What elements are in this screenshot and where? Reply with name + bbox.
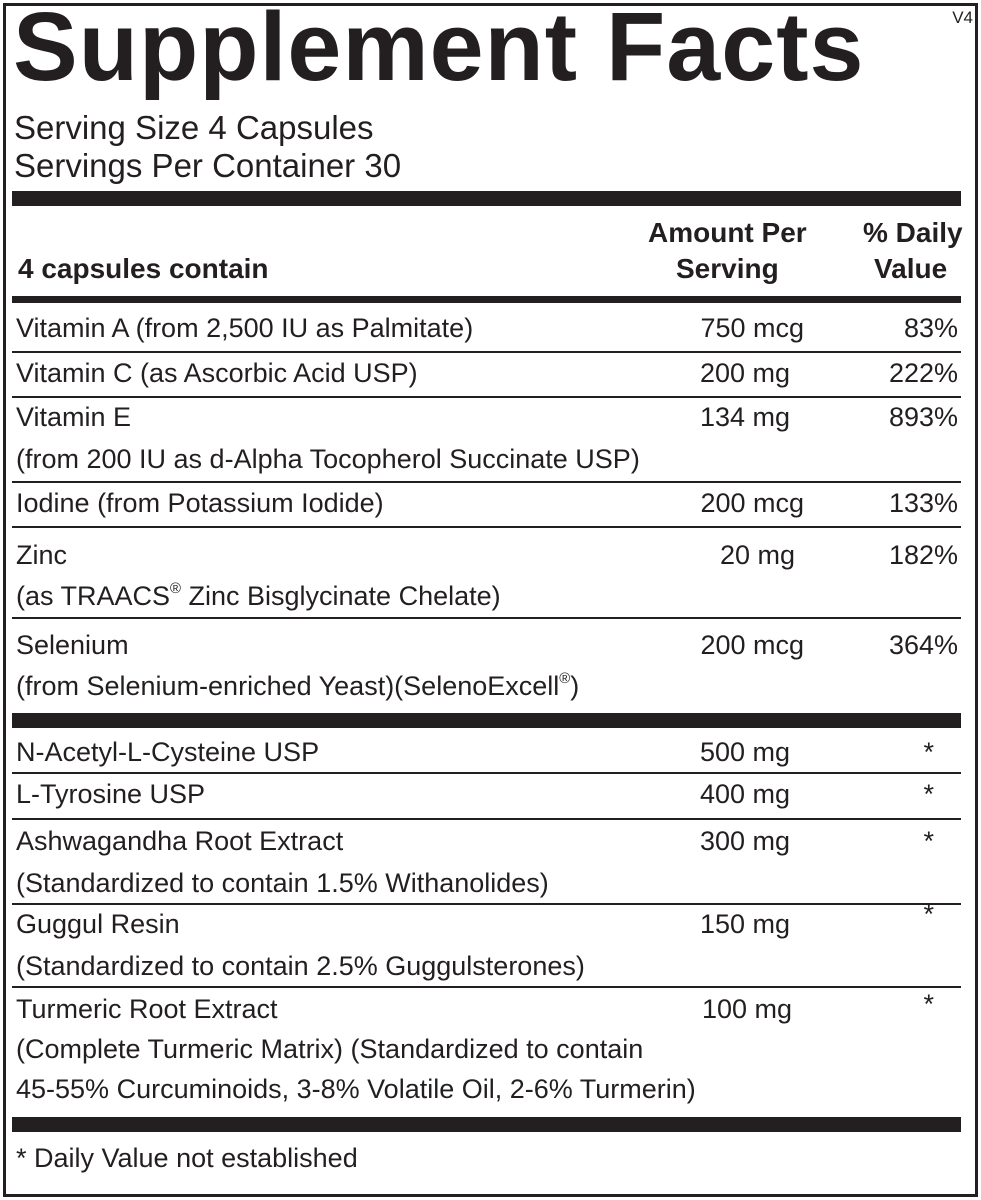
nutrient-amount: 750 mcg xyxy=(700,313,804,343)
header-dv-line2: Value xyxy=(874,253,948,284)
nutrient-daily-value: 364% xyxy=(888,630,958,660)
ingredient-amount: 300 mg xyxy=(699,826,790,856)
nutrient-amount: 20 mg xyxy=(719,540,795,570)
row-divider xyxy=(12,526,961,528)
nutrient-daily-value: 182% xyxy=(888,540,958,570)
ingredient-amount: 150 mg xyxy=(699,909,790,939)
registered-mark: ® xyxy=(559,671,571,688)
ingredient-daily-value: * xyxy=(923,989,934,1019)
nutrient-amount: 200 mcg xyxy=(700,630,804,660)
header-dv-line1: % Daily xyxy=(863,217,963,248)
ingredient-detail: (Standardized to contain 2.5% Guggulsterones) xyxy=(16,951,585,981)
header-amount-line1: Amount Per xyxy=(648,217,807,248)
ingredient-detail: (Standardized to contain 1.5% Withanolides) xyxy=(16,868,549,898)
nutrient-name: Vitamin E xyxy=(16,402,132,432)
ingredient-daily-value: * xyxy=(923,899,934,929)
nutrient-amount: 200 mg xyxy=(699,358,790,388)
nutrient-daily-value: 222% xyxy=(888,358,958,388)
nutrient-name: Iodine (from Potassium Iodide) xyxy=(16,488,384,518)
nutrient-name: Zinc xyxy=(16,540,68,570)
serving-size: Serving Size 4 Capsules xyxy=(14,109,374,146)
ingredient-amount: 100 mg xyxy=(701,994,792,1024)
nutrient-detail: (from Selenium-enriched Yeast)(SelenoExcell®) xyxy=(16,671,580,701)
servings-per-container: Servings Per Container 30 xyxy=(14,147,402,184)
thick-divider-middle xyxy=(12,713,961,728)
registered-mark: ® xyxy=(170,581,181,598)
ingredient-name: Ashwagandha Root Extract xyxy=(16,826,344,856)
ingredient-detail: 45-55% Curcuminoids, 3-8% Volatile Oil, 2-6% Turmerin) xyxy=(16,1074,696,1104)
thick-divider-top xyxy=(12,191,961,206)
nutrient-daily-value: 893% xyxy=(888,402,958,432)
ingredient-detail: (Complete Turmeric Matrix) (Standardized to contain xyxy=(16,1034,644,1064)
nutrient-amount: 134 mg xyxy=(699,402,790,432)
ingredient-daily-value: * xyxy=(923,779,934,809)
thick-divider-header xyxy=(12,296,961,303)
ingredient-name: Guggul Resin xyxy=(16,909,180,939)
nutrient-daily-value: 83% xyxy=(903,313,958,343)
nutrient-detail: (from 200 IU as d-Alpha Tocopherol Succinate USP) xyxy=(16,444,640,474)
panel-title: Supplement Facts xyxy=(13,0,865,101)
ingredient-amount: 400 mg xyxy=(699,779,790,809)
ingredient-amount: 500 mg xyxy=(699,737,790,767)
ingredient-daily-value: * xyxy=(923,737,934,767)
header-amount-line2: Serving xyxy=(676,253,779,284)
nutrient-name: Vitamin C (as Ascorbic Acid USP) xyxy=(16,358,418,388)
footnote: * Daily Value not established xyxy=(16,1143,358,1173)
nutrient-daily-value: 133% xyxy=(888,488,958,518)
row-divider xyxy=(12,396,961,398)
thick-divider-bottom xyxy=(12,1117,961,1132)
nutrient-detail: (as TRAACS® Zinc Bisglycinate Chelate) xyxy=(16,581,501,611)
ingredient-name: N-Acetyl-L-Cysteine USP xyxy=(16,737,320,767)
ingredient-name: Turmeric Root Extract xyxy=(16,994,278,1024)
ingredient-daily-value: * xyxy=(923,826,934,856)
row-divider xyxy=(12,617,961,619)
version-label: V4 xyxy=(952,8,973,27)
nutrient-name: Selenium xyxy=(16,630,129,660)
ingredient-name: L-Tyrosine USP xyxy=(16,779,206,809)
nutrient-name: Vitamin A (from 2,500 IU as Palmitate) xyxy=(16,313,474,343)
header-contents: 4 capsules contain xyxy=(18,253,269,284)
nutrient-amount: 200 mcg xyxy=(700,488,804,518)
